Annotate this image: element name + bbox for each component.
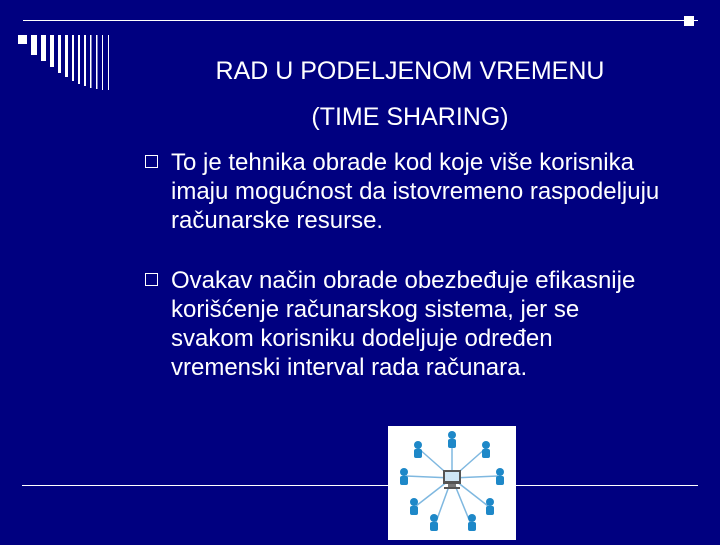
top-divider-line	[23, 20, 698, 21]
top-divider-square	[684, 16, 694, 26]
decorative-stripes	[18, 35, 128, 90]
network-users-icon	[388, 426, 516, 540]
bullet-text: To je tehnika obrade kod koje više korisnika imaju mogućnost da istovremeno raspodeljuju računarske resurse.	[171, 149, 660, 234]
bullet-item-1	[145, 148, 665, 235]
bullet-text: Ovakav način obrade obezbeđuje efikasnije korišćenje računarskog sistema, jer se svakom korisniku dodeljuje određen vremenski interval rada računara.	[171, 267, 636, 381]
network-users-image	[388, 426, 516, 540]
square-bullet-icon	[145, 273, 158, 286]
slide-title-line-1: RAD U PODELJENOM VREMENU	[215, 57, 605, 85]
slide-title	[150, 48, 670, 140]
bullet-list	[145, 148, 665, 413]
square-bullet-icon	[145, 155, 158, 168]
slide-title-line-2: (TIME SHARING)	[311, 103, 509, 131]
bullet-item-2	[145, 266, 665, 382]
bottom-divider-line	[22, 485, 698, 486]
